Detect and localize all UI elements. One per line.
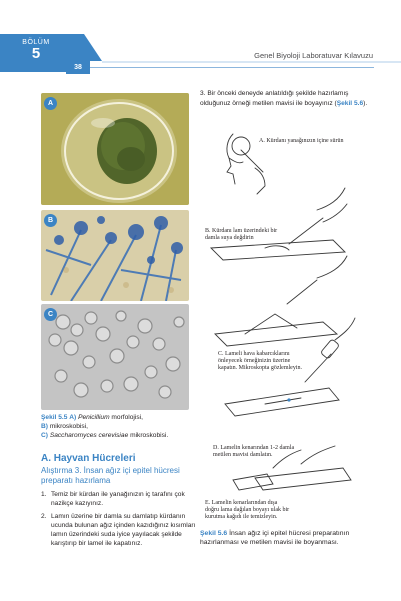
section-title: A. Hayvan Hücreleri: [41, 453, 136, 464]
photo-b-penicillium-microscopy: [41, 210, 189, 301]
step-2: 2. Lamın üzerine bir damla su damlatıp kürdanın ucunda bulunan ağız içinden kazıdığınız kısımları lamın üzerindeki suda iyice yayılacak şekilde karıştırıp bir lamel ile kapatınız.: [41, 513, 196, 547]
figure-5-5-caption: Şekil 5.5 A) Penicillium morfolojisi, B) mikroskobisi, C) Saccharomyces cerevisiae mikroskobisi.: [41, 414, 169, 439]
photo-badge-c: C: [44, 308, 57, 321]
microscopy-image-c: [41, 304, 189, 410]
microscopy-image-b: [41, 210, 189, 301]
chapter-label: BÖLÜM: [22, 39, 50, 46]
photo-badge-a: A: [44, 97, 57, 110]
book-title: Genel Biyoloji Laboratuvar Kılavuzu: [254, 51, 373, 60]
illustration-label-c: C. Lameli hava kabarcıklarını önleyecek örneğinizin üzerine kapatın. Mikroskopta gözlemleyin.: [218, 351, 302, 372]
petri-dish-image: [41, 93, 189, 205]
chapter-tab: [0, 34, 72, 72]
procedure-illustrations: [205, 128, 375, 528]
illustration-label-a: A. Kürdanı yanağınızın içine sürün: [259, 138, 344, 144]
photo-c-saccharomyces-microscopy: [41, 304, 189, 410]
step-3: 3. Bir önceki deneyde anlatıldığı şekilde hazırlamış olduğunuz örneği metilen mavisi ile boyayınız (Şekil 5.6).: [200, 90, 368, 107]
illustration-label-e: E. Lamelin kenarlarından dışa doğru lama dağılan boyayı ulak bir kurutma kağıdı ile temizleyin.: [205, 500, 290, 521]
figure-label: Şekil 5.5: [41, 414, 68, 421]
page-number: 38: [66, 61, 90, 74]
header-rule: [90, 67, 374, 68]
illustration-label-d: D. Lamelin kenarından 1-2 damla metilen mavisi damlatın.: [213, 445, 295, 459]
illustration-label-b: B. Kürdanı lam üzerindeki bir damla suya değdirin: [205, 228, 278, 242]
photo-a-penicillium-dish: [41, 93, 189, 205]
step-1: 1. Temiz bir kürdan ile yanağınızın iç tarafını çok nazikçe kazıyınız.: [41, 491, 185, 507]
figure-5-6-caption: Şekil 5.6 İnsan ağız içi epitel hücresi preparatının hazırlanması ve metilen mavisi ile boyanması.: [200, 530, 350, 546]
figure-label: Şekil 5.6: [200, 530, 228, 537]
chapter-number: 5: [31, 45, 41, 62]
photo-badge-b: B: [44, 214, 57, 227]
exercise-title: Alıştırma 3. İnsan ağız içi epitel hücresi preparatı hazırlama: [41, 466, 180, 485]
